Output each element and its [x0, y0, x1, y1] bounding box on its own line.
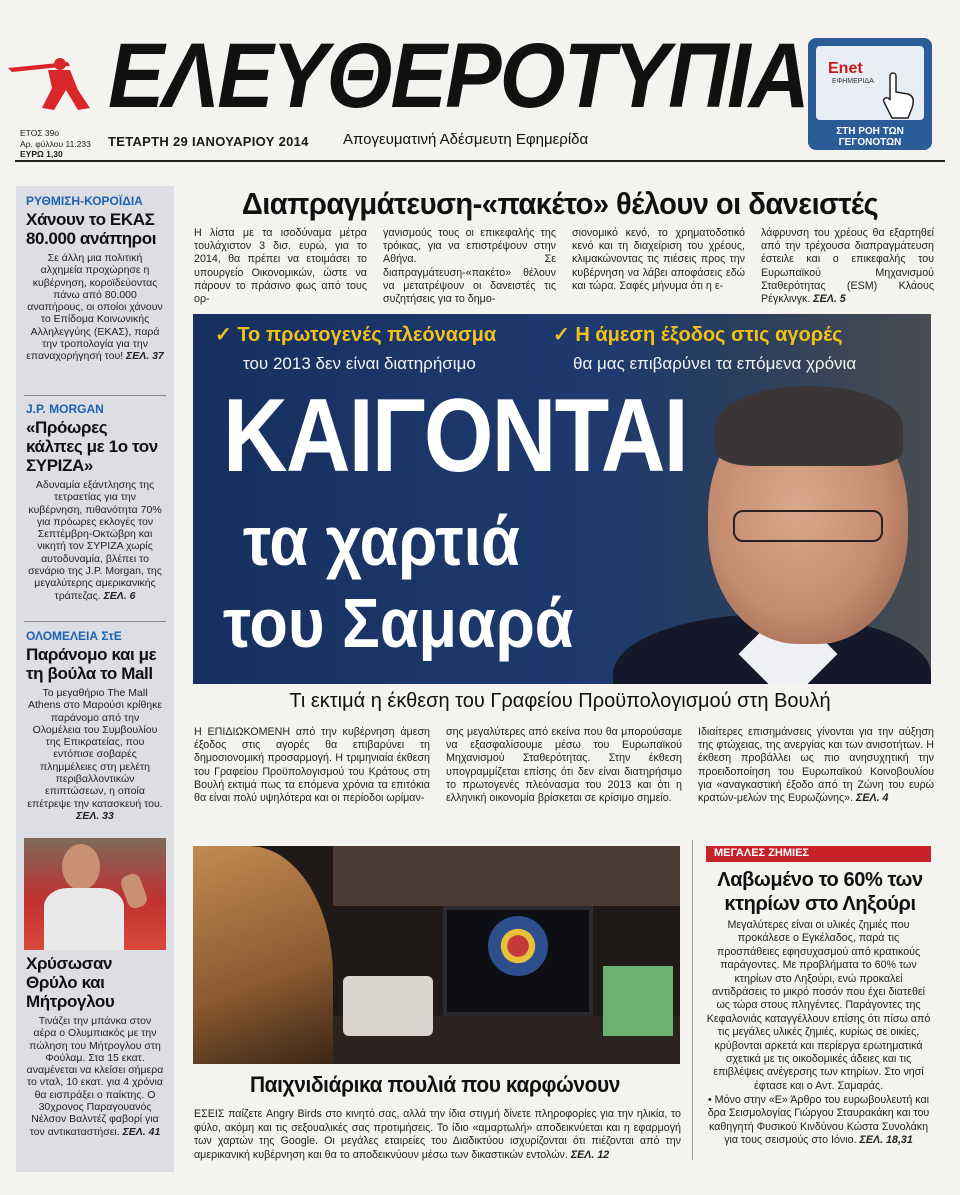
footballer-photo [24, 838, 166, 950]
desk-phone-icon [343, 976, 433, 1036]
page-ref: ΣΕΛ. 37 [126, 350, 164, 363]
hero-point-1: ✓ Το πρωτογενές πλεόνασμα [215, 324, 497, 346]
story-headline: Παράνομο και με τη βούλα το Mall [26, 645, 157, 683]
portrait-glasses [733, 510, 883, 542]
sidebar-story-mall[interactable] [16, 629, 174, 822]
photo-room [333, 846, 680, 906]
story-body: Αδυναμία εξάντλησης της τετραετίας για την κυβέρνηση, πιθανότητα 70% για πρόωρες εκλογές τον Σεπτέμβρη-Οκτώβρη και νικητή τον ΣΥΡΙΖΑ χωρίς αυτοδυναμία, βλέπει το σενάριο της J.P. Morgan, της μεγαλύτερης αμερικανικής τράπεζας. ΣΕΛ. 6 [28, 479, 162, 602]
story-body: Το μεγαθήριο The Mall Athens στο Μαρούσι κρίθηκε παράνομο από την Ολομέλεια του Συμβουλίου της Επικρατείας, που εντόπισε σοβαρές πλημμέλειες στη μελέτη περιβαλλοντικών επιπτώσεων, η οποία επέτρεψε την κατασκευή του. ΣΕΛ. 33 [27, 687, 163, 822]
right-story-extra: • Μόνο στην «Ε» Άρθρο του ευρωβουλευτή και δρα Σεισμολογίας Γιώργου Σταυρακάκη και του καθηγητή Φυσικού Κινδύνου Κώστα Συνολάκη για τους σεισμούς στο Ιόνιο. ΣΕΛ. 18,31 [707, 1094, 930, 1147]
hero-col-2: σης μεγαλύτερες από εκείνα που θα μπορούσαμε να εξασφαλίσουμε μέσω του Ευρωπαϊκού Μηχανισμού Σταθερότητας. Στην έκθεση υπογραμμίζεται επίσης ότι δεν είναι διατηρήσιμο το πρωτογενές πλεόνασμα του 2013 και ότι η ελληνική οικονομία βρίσκεται σε κρίσιμο σημείο. [446, 726, 682, 805]
player-head [62, 844, 100, 890]
column-divider [692, 840, 693, 1160]
player-shirt [44, 888, 124, 950]
lead-col-4: λάφρυνση του χρέους θα εξαρτηθεί από την τρέχουσα διαπραγμάτευση έστειλε και ο επικεφαλής του Ευρωπαϊκού Μηχανισμού Σταθερότητας (ESM) Κλάους Ρέγκλινγκ. ΣΕΛ. 5 [761, 227, 934, 306]
check-icon: ✓ [215, 324, 232, 346]
story-body: Τινάζει την μπάνκα στον αέρα ο Ολυμπιακός με την πώληση του Μήτρογλου στη Φούλαμ. Στα 15 εκατ. αναμένεται να κλείσει σήμερα το νταλ, 10 εκατ. για 4 χρόνια θα εισπράξει ο παίκτης. Ο 30χρονος Παραγουανός Νέλσον Βαλντέζ φαβορί για τον αντικαταστήσει. ΣΕΛ. 41 [26, 1015, 164, 1138]
issue-price: ΕΥΡΩ 1,30 [20, 149, 63, 159]
hero-headline-line-1: ΚΑΙΓΟΝΤΑΙ [223, 378, 687, 494]
hero-banner[interactable] [193, 314, 931, 684]
story-kicker: ΟΛΟΜΕΛΕΙΑ ΣτΕ [26, 629, 122, 643]
story-headline: Χρύσωσαν Θρύλο και Μήτρογλου [26, 954, 115, 1011]
photo-story-headline[interactable]: Παιχνιδιάρικα πουλιά που καρφώνουν [249, 1072, 621, 1097]
sidebar-story-jpmorgan[interactable] [16, 402, 174, 602]
photo-person [193, 846, 333, 1064]
hero-headline-line-3: του Σαμαρά [223, 584, 574, 662]
enet-banner[interactable] [808, 38, 932, 150]
story-headline: «Πρόωρες κάλπες με 1ο τον ΣΥΡΙΖΑ» [26, 418, 158, 475]
page-ref: ΣΕΛ. 41 [122, 1125, 161, 1138]
sidebar-story-ekas[interactable] [16, 194, 174, 363]
hero-col-1: Η ΕΠΙΔΙΩΚΟΜΕΝΗ από την κυβέρνηση άμεση έξοδος στις αγορές θα επιβαρύνει τη δημοσιονομική προσαρμογή. Η τριμηνιαία έκθεση του Γραφείου Προϋπολογισμού του Κράτους στη Βουλή εκτιμά πως τα επόμενα χρόνια τα επιτόκια θα είναι πολύ υψηλότερα και οι περίοδοι ωρίμαν- [194, 726, 430, 805]
hero-point-2: ✓ Η άμεση έξοδος στις αγορές [553, 324, 843, 346]
nsa-photo [193, 846, 680, 1064]
right-story-body: Μεγαλύτερες είναι οι υλικές ζημιές που προκάλεσε ο Εγκέλαδος, παρά τις προσπάθειες εφησυχασμού από κρατικούς παράγοντες. Με προβλήματα το 60% των κτηρίων στο Ληξούρι, ενώ προκαλεί αντιδράσεις το μικρό ποσόν που έχει διατεθεί ως τώρα στους πληγέντες. Παράγοντες της Κεφαλονιάς καταγγέλλουν επίσης ότι πίσω από τις μεγάλες υλικές ζημιές, κυρίως σε οικίες, κρύβονται αρκετά και περίεργα ερωτηματικά σχετικά με τις οικοδομικές άδειες και τις επιβλέψεις ανέγερσης των κτηρίων. Στο νησί έφτασε και ο Αντ. Σαμαράς. [706, 919, 931, 1092]
story-kicker: ΡΥΘΜΙΣΗ-ΚΟΡΟΪΔΙΑ [26, 194, 143, 208]
story-body: Σε άλλη μια πολιτική αλχημεία προχώρησε η κυβέρνηση, κοροϊδεύοντας πάνω από 80.000 αναπήρους, οι οποίοι χάνουν το Επίδομα Κοινωνικής Αλληλεγγύης (ΕΚΑΣ), παρά την τροπολογία για την επαναχορήγησή του! ΣΕΛ. 37 [26, 252, 164, 363]
photo-screen [603, 966, 673, 1036]
lead-col-2: γανισμούς τους οι επικεφαλής της τρόικας, για να επιστρέψουν στην Αθήνα. Σε διαπραγμάτευση-«πακέτο» θέλουν να μετατρέψουν οι δανειστές τις συζητήσεις για το δημο- [383, 227, 556, 306]
newspaper-title: ΕΛΕΥΘΕΡΟΤΥΠΙΑ [108, 25, 809, 127]
hero-col-3: Ιδιαίτερες επισημάνσεις γίνονται για την αύξηση της φτώχειας, της ανεργίας και των ανισοτήτων. Η έκθεση προβάλλει ως πιο ανησυχητική την προειδοποίηση του Ευρωπαϊκού Κοινοβουλίου για «αναγκαστική έξοδο από τη Ζώνη του ευρώ κρατών-μελών της Ευρωζώνης». ΣΕΛ. 4 [698, 726, 934, 805]
issue-year: ΕΤΟΣ 39ο [20, 128, 60, 138]
photo-story-body: ΕΣΕΙΣ παίζετε Angry Birds στο κινητό σας, αλλά την ίδια στιγμή δίνετε πληροφορίες για την ηλικία, το φύλο, ακόμη και τις σεξουαλικές σας προτιμήσεις. Το ίδιο «αμαρτωλή» αποδεικνύεται και η εφαρμογή των χαρτών της Google. Οι μεγάλες εταιρείες του Διαδικτύου ισχυρίζονται ότι πιέζονται από την αμερικανική κυβέρνηση και θα το αποδεικνύουν μέσω των δικαστικών εντολών. ΣΕΛ. 12 [194, 1108, 681, 1161]
hero-columns [194, 726, 934, 826]
sidebar-divider [24, 395, 166, 396]
enet-brand: Enet [828, 60, 863, 77]
story-headline: Χάνουν το ΕΚΑΣ 80.000 ανάπηροι [26, 210, 157, 248]
sidebar-divider [24, 621, 166, 622]
portrait-hair [715, 386, 903, 466]
logo-figure-icon [8, 50, 96, 112]
hero-point-2-sub: θα μας επιβαρύνει τα επόμενα χρόνια [573, 354, 857, 373]
hero-point-1-sub: του 2013 δεν είναι διατηρήσιμο [243, 354, 476, 373]
lead-headline[interactable]: Διαπραγμάτευση-«πακέτο» θέλουν οι δανειστές [241, 186, 879, 221]
right-story-headline[interactable]: Λαβωμένο το 60% των κτηρίων στο Ληξούρι [717, 869, 923, 915]
sidebar-story-mitroglou[interactable] [16, 954, 174, 1138]
issue-date: ΤΕΤΑΡΤΗ 29 ΙΑΝΟΥΑΡΙΟΥ 2014 [108, 134, 309, 149]
page-ref: ΣΕΛ. 18,31 [859, 1134, 913, 1147]
hero-headline-line-2: τα χαρτιά [243, 502, 520, 580]
page-ref: ΣΕΛ. 5 [813, 293, 846, 306]
lead-col-1: Η λίστα με τα ισοδύναμα μέτρα τουλάχιστον 3 δισ. ευρώ, για το 2014, θα πρέπει να ετοιμάσει το υπουργείο Οικονομικών, ώστε να πάρουν το πράσινο φως από τους ορ- [194, 227, 367, 306]
story-kicker: J.P. MORGAN [26, 402, 104, 416]
check-icon: ✓ [553, 324, 570, 346]
page-ref: ΣΕΛ. 12 [570, 1148, 610, 1161]
page-ref: ΣΕΛ. 6 [103, 589, 136, 602]
hand-pointer-icon [880, 72, 920, 120]
hero-caption: Τι εκτιμά η έκθεση του Γραφείου Προϋπολογισμού στη Βουλή [289, 690, 831, 712]
enet-caption: ΣΤΗ ΡΟΗ ΤΩΝ ΓΕΓΟΝΟΤΩΝ [836, 126, 904, 148]
lead-columns [194, 227, 934, 307]
issue-meta [20, 128, 100, 160]
issue-number: Αρ. φύλλου 11.233 [20, 138, 91, 149]
right-story-kicker: ΜΕΓΑΛΕΣ ΖΗΜΙΕΣ [706, 846, 931, 862]
masthead-rule [15, 160, 945, 162]
tagline: Απογευματινή Αδέσμευτη Εφημερίδα [343, 131, 589, 148]
lead-col-3: σιονομικό κενό, το χρηματοδοτικό κενό και τη διαχείριση του χρέους, κλιμακώνοντας τις πιέσεις προς την κυβέρνηση να λάβει αποφάσεις εδώ και τώρα. Σαφές μήνυμα ότι η ε- [572, 227, 745, 292]
enet-subtitle: ΕΦΗΜΕΡΙΔΑ [832, 78, 874, 85]
agency-seal-icon [488, 916, 548, 976]
masthead [0, 0, 960, 160]
page-ref: ΣΕΛ. 33 [76, 809, 114, 822]
page-ref: ΣΕΛ. 4 [856, 792, 889, 805]
